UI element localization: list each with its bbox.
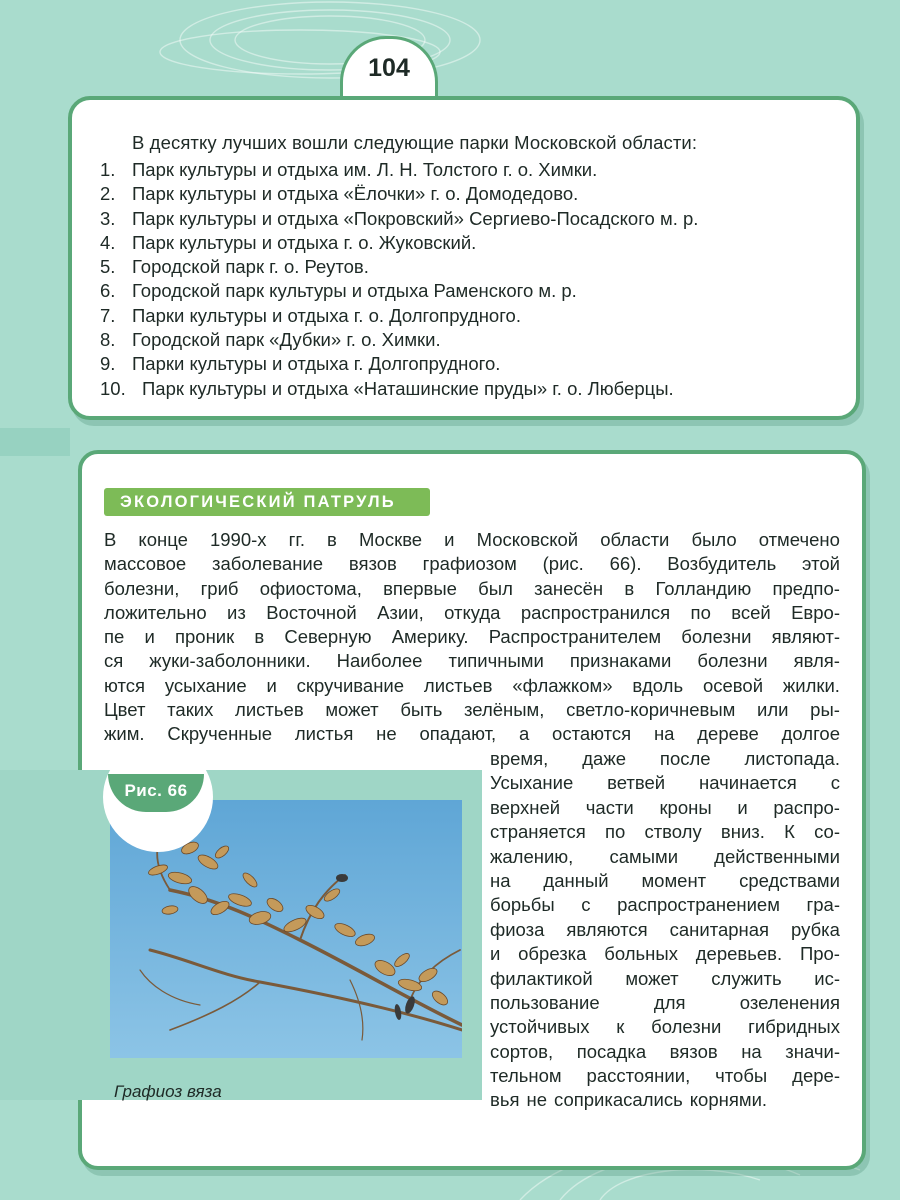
park-list-item <box>100 377 698 401</box>
park-number: 1. <box>100 159 116 180</box>
text-line: пользование для озеленения <box>490 991 840 1013</box>
park-list-item <box>100 158 698 182</box>
park-list-item <box>100 255 698 279</box>
text-line: страняется по стволу вниз. К со- <box>490 821 840 843</box>
park-number: 6. <box>100 280 116 302</box>
park-number: 8. <box>100 329 116 351</box>
text-line: Усыхание ветвей начинается с <box>490 772 840 794</box>
text-line: сортов, посадка вязов на значи- <box>490 1040 840 1062</box>
section-title: ЭКОЛОГИЧЕСКИЙ ПАТРУЛЬ <box>104 488 430 516</box>
park-list-item <box>100 207 698 231</box>
park-number: 7. <box>100 304 116 326</box>
patrol-text-full <box>104 528 840 747</box>
parks-intro: В десятку лучших вошли следующие парки Московской области: <box>132 132 698 153</box>
park-list-item <box>100 352 698 376</box>
text-line: фиоза являются санитарная рубка <box>490 918 840 940</box>
park-name: Парк культуры и отдыха «Ёлочки» г. о. Домодедово. <box>132 183 579 205</box>
park-name: Городской парк «Дубки» г. о. Химки. <box>132 329 441 351</box>
park-number: 9. <box>100 353 116 375</box>
park-name: Городской парк культуры и отдыха Раменского м. р. <box>132 280 577 302</box>
figure-caption: Графиоз вяза <box>114 1082 222 1101</box>
park-list-item <box>100 182 698 206</box>
park-list-item <box>100 231 698 255</box>
side-strip <box>0 428 70 456</box>
park-name: Парк культуры и отдыха г. о. Жуковский. <box>132 231 477 253</box>
figure-label: Рис. 66 <box>108 774 204 812</box>
text-line: время, даже после листопада. <box>490 748 840 769</box>
park-list-item <box>100 304 698 328</box>
park-name: Парк культуры и отдыха «Покровский» Сергиево-Посадского м. р. <box>132 207 699 229</box>
text-line: пе и проник в Северную Америку. Распространителем болезни являют- <box>104 626 840 648</box>
park-name: Парк культуры и отдыха им. Л. Н. Толстого г. о. Химки. <box>132 159 598 180</box>
text-line: ся жуки-заболонники. Наиболее типичными признаками болезни явля- <box>104 650 840 672</box>
text-line: верхней части кроны и распро- <box>490 796 840 818</box>
park-number: 5. <box>100 256 116 278</box>
park-name: Парки культуры и отдыха г. Долгопрудного. <box>132 353 501 375</box>
text-line: на данный момент средствами <box>490 869 840 891</box>
text-line: тельном расстоянии, чтобы дере- <box>490 1065 840 1087</box>
page-number: 104 <box>368 54 410 82</box>
text-line: болезни, гриб офиостома, впервые был занесён в Голландию предпо- <box>104 577 840 599</box>
parks-list <box>100 158 698 401</box>
park-name: Парк культуры и отдыха «Наташинские пруды» г. о. Люберцы. <box>142 377 674 399</box>
park-name: Парки культуры и отдыха г. о. Долгопрудного. <box>132 304 521 326</box>
text-line: жалению, самыми действенными <box>490 845 840 867</box>
text-line: ложительно из Восточной Азии, откуда распространился по всей Евро- <box>104 601 840 623</box>
text-line: филактикой может служить ис- <box>490 967 840 989</box>
text-line: ются усыхание и скручивание листьев «флажком» вдоль осевой жилки. <box>104 674 840 696</box>
text-line: устойчивых к болезни гибридных <box>490 1016 840 1038</box>
park-list-item <box>100 328 698 352</box>
text-line: Цвет таких листьев может быть зелёным, светло-коричневым или ры- <box>104 699 840 721</box>
park-number: 2. <box>100 183 116 205</box>
text-line: массовое заболевание вязов графиозом (рис. 66). Возбудитель этой <box>104 553 840 575</box>
park-name: Городской парк г. о. Реутов. <box>132 256 369 278</box>
text-line: В конце 1990-х гг. в Москве и Московской области было отмечено <box>104 529 840 550</box>
text-line: вья не соприкасались корнями. <box>490 1089 768 1111</box>
patrol-text-column <box>490 747 840 1113</box>
text-line: борьбы с распространением гра- <box>490 894 840 916</box>
park-number: 4. <box>100 231 116 253</box>
text-line: жим. Скрученные листья не опадают, а остаются на дереве долгое <box>104 723 840 745</box>
park-number: 10. <box>100 377 126 399</box>
text-line: и обрезка больных деревьев. Про- <box>490 943 840 965</box>
park-list-item <box>100 279 698 303</box>
park-number: 3. <box>100 207 116 229</box>
